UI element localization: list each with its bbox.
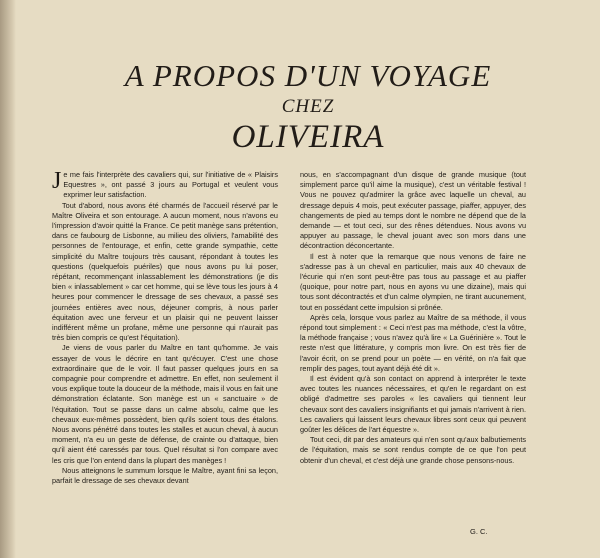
paragraph-text: e me fais l'interprète des cavaliers qui, sur l'initiative de « Plaisirs Equestres », ont passé 3 jours au Portugal et veulent vous exprimer leur satisfaction. <box>63 170 278 200</box>
paragraph: Je viens de vous parler du Maître en tant qu'homme. Je vais essayer de vous le décrire en tant qu'écuyer. C'est une chose extraordinaire que de le voir. Il faut passer quelques jours en sa compagnie pour comprendre et admettre. En effet, non seulement il vous explique toute la douceur de la méthode, mais il vous en fait une démonstration éclatante. Son manège est un « sanctuaire » de l'équitation. Tout se passe dans un calme absolu, calme que les chevaux eux-mêmes possèdent, bien qu'ils soient tous des étalons. Nous avons pénétré dans toutes les stalles et aucun cheval, à aucun moment, n'a eu un geste de défense, de crainte ou d'attaque, bien qu'il aient été caressés par tous. Quel résultat si l'on compare avec les cris que l'on entend dans la plupart des manèges ! <box>52 343 278 465</box>
drop-cap: J <box>52 168 62 194</box>
paragraph: Nous atteignons le summum lorsque le Maître, ayant fini sa leçon, parfait le dressage de ses chevaux devant <box>52 465 278 486</box>
book-gutter <box>0 0 16 558</box>
title-line-3: OLIVEIRA <box>231 119 385 155</box>
paragraph: Tout ceci, dit par des amateurs qui n'en sont qu'aux balbutiements de l'équitation, mais se sont rendus compte de ce que l'on peut obtenir d'un cheval, et c'est déjà une grande chose pensons-nous. <box>300 435 526 465</box>
paragraph: nous, en s'accompagnant d'un disque de grande musique (tout simplement parce qu'il aime la musique), c'est un véritable festival ! Vous ne pouvez qu'admirer la grâce avec laquelle un cheval, au dressage depuis 4 mois, peut exécuter passage, piaffer, appuyer, des changements de pied au temps dont le nombre ne dépend que de la demande — et tout ceci, sur des rênes détendues. Nous avons vu appuyer au passage, le cheval jouant avec son mors dans une décontraction déconcertante. <box>300 170 526 251</box>
paragraph: Il est évident qu'à son contact on apprend à interpréter le texte avec toutes les nuances nécessaires, et qu'en le regardant on est obligé d'admettre ses paroles « les cavaliers qui tiennent leur chevaux sont des cavaliers insignifiants et qui jamais n'arrivent à rien. Les cavaliers qui laissent leurs chevaux libres sont ceux qui peuvent goûter les délices de l'art équestre ». <box>300 374 526 435</box>
title-line-1: A PROPOS D'UN VOYAGE <box>124 58 492 93</box>
paragraph: Tout d'abord, nous avons été charmés de l'accueil réservé par le Maître Oliveira et son entourage. A aucun moment, nous n'avons eu l'impression d'avoir quitté la France. Ce petit manège sans prétention, dans ce faubourg de Lisbonne, au milieu des oliviers, l'amabilité des personnes de l'entourage, et enfin, cette grande sympathie, cette simplicité du Maître toujours très causant, répondant à toutes les questions (quelquefois puériles) que nous avons pu lui poser, répétant, recommençant inlassablement les démonstrations (je dis bien « inlassablement » car cet homme, qui se lève tous les jours à 4 heures pour commencer le dressage de ses chevaux, a passé ses journées entières avec nous, déjeuner compris, à nous parler équitation avec une ferveur et un plaisir qui ne peuvent laisser indifférent même un profane, même une personne qui n'aurait pas très bien compris ce qu'est l'équitation). <box>52 200 278 343</box>
paragraph: Après cela, lorsque vous parlez au Maître de sa méthode, il vous répond tout simplement : « Ceci n'est pas ma méthode, c'est la vôtre, la méthode française ; vous n'avez qu'à lire « La Guérinière ». Tout le reste n'est que littérature, y compris mon livre. On est très fier de l'avoir écrit, on se prend pour un poète — en vérité, on n'a fait que remplir des pages, tout ayant déjà été dit ». <box>300 312 526 373</box>
left-column <box>52 170 278 486</box>
author-signature: G. C. <box>470 527 488 536</box>
right-column <box>300 170 526 466</box>
title-line-2: CHEZ <box>281 96 335 117</box>
paragraph <box>52 170 278 201</box>
article-title <box>16 58 600 156</box>
paragraph: Il est à noter que la remarque que nous venons de faire ne s'adresse pas à un cheval en particulier, mais aux 40 chevaux de l'écurie qui n'en sont peut-être pas tous au passage et au piaffer (quoique, pour notre part, nous en ayons vu une dizaine), mais qui tous sont décontractés et d'un calme olympien, ne tirant aucunement, tout en possédant cette impulsion si prônée. <box>300 251 526 312</box>
